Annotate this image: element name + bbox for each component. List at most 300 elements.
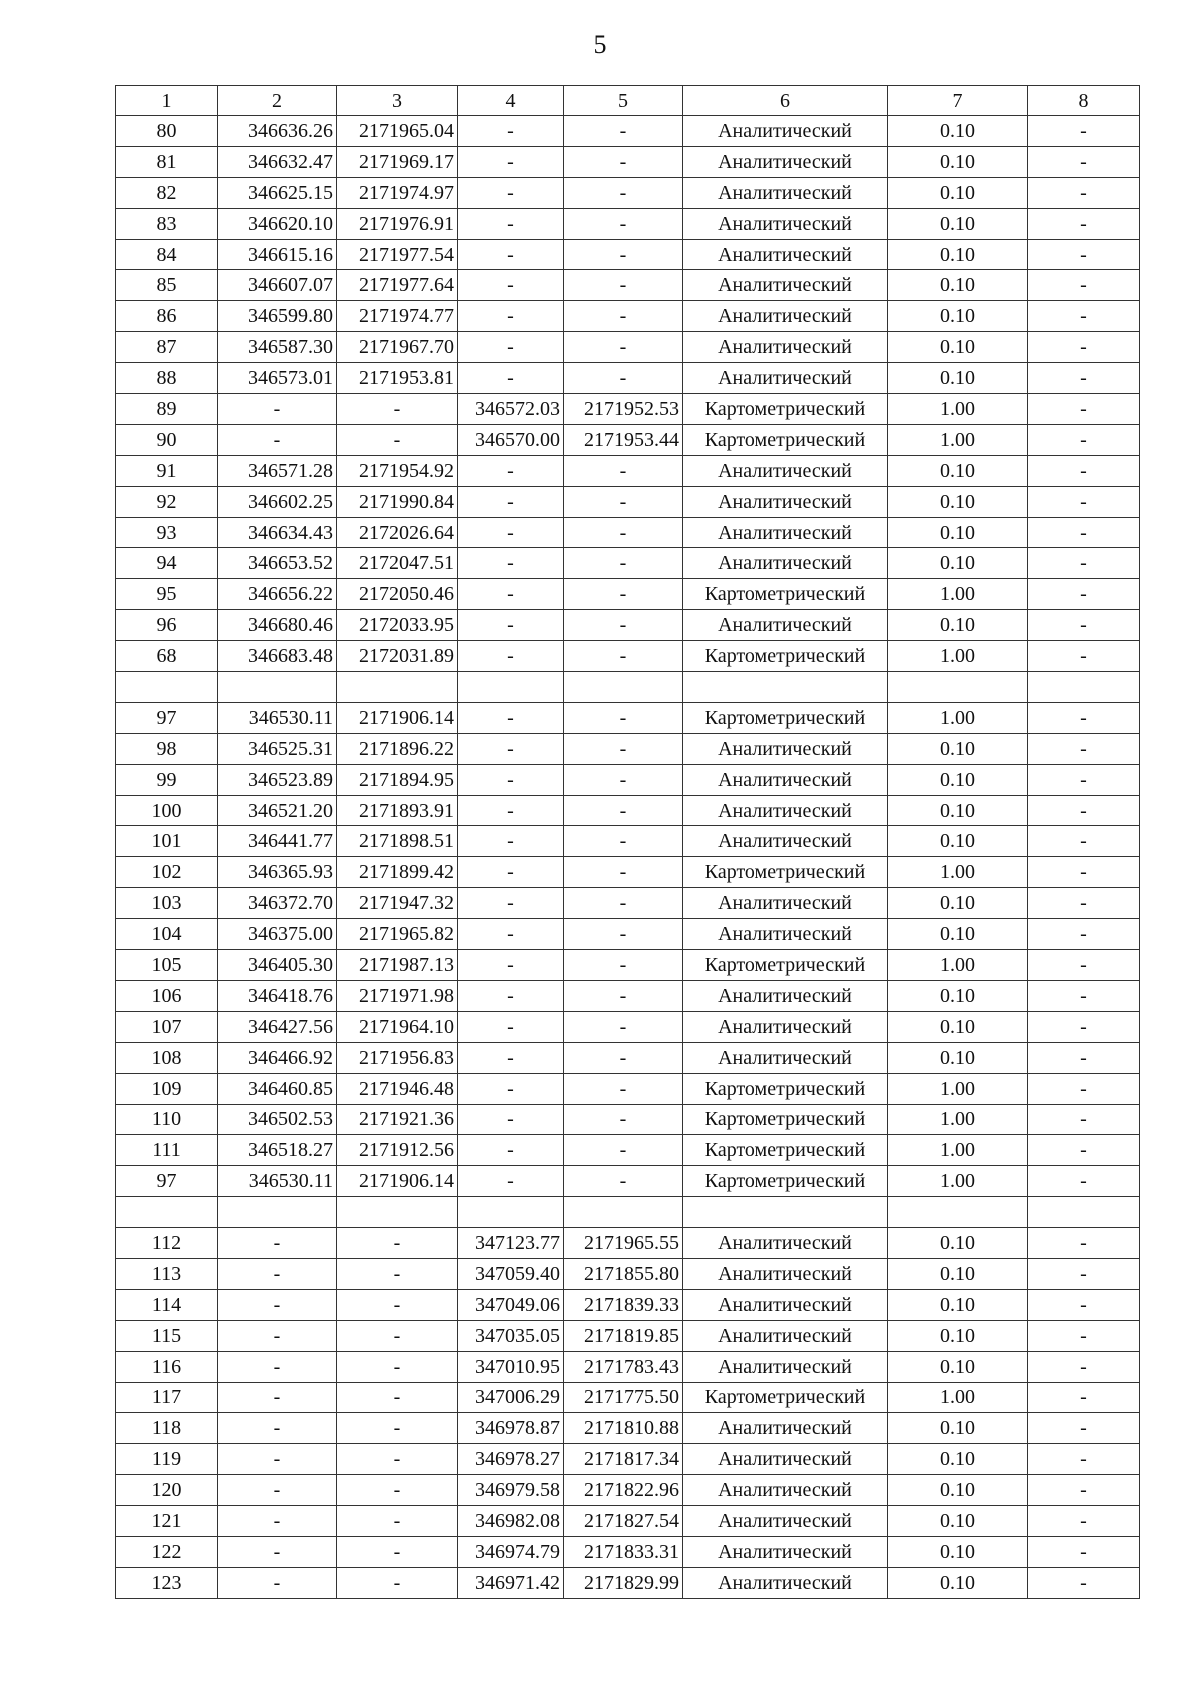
- table-cell: [218, 1197, 337, 1228]
- table-cell: -: [458, 1073, 564, 1104]
- table-cell: 2171954.92: [337, 455, 458, 486]
- table-cell: -: [1028, 1228, 1140, 1259]
- table-row: [116, 116, 1140, 147]
- table-cell: [218, 672, 337, 703]
- table-cell: Аналитический: [683, 332, 888, 363]
- table-cell: Аналитический: [683, 919, 888, 950]
- table-row: [116, 301, 1140, 332]
- table-cell: Аналитический: [683, 486, 888, 517]
- table-cell: 346523.89: [218, 764, 337, 795]
- table-row: [116, 826, 1140, 857]
- table-cell: [683, 1197, 888, 1228]
- table-cell: Аналитический: [683, 1258, 888, 1289]
- table-cell: 0.10: [888, 980, 1028, 1011]
- table-row: [116, 1228, 1140, 1259]
- table-row: [116, 919, 1140, 950]
- table-cell: 0.10: [888, 270, 1028, 301]
- table-cell: -: [1028, 888, 1140, 919]
- table-cell: 84: [116, 239, 218, 270]
- table-cell: -: [1028, 177, 1140, 208]
- table-cell: -: [1028, 270, 1140, 301]
- table-row: [116, 177, 1140, 208]
- table-cell: 100: [116, 795, 218, 826]
- table-cell: -: [564, 1011, 683, 1042]
- table-cell: 0.10: [888, 1351, 1028, 1382]
- table-cell: -: [458, 486, 564, 517]
- page-number: 5: [593, 30, 607, 59]
- table-cell: -: [564, 146, 683, 177]
- table-cell: 99: [116, 764, 218, 795]
- table-cell: Аналитический: [683, 1320, 888, 1351]
- table-cell: 103: [116, 888, 218, 919]
- table-cell: -: [218, 1567, 337, 1598]
- table-cell: Аналитический: [683, 177, 888, 208]
- table-cell: -: [337, 1351, 458, 1382]
- table-cell: 0.10: [888, 301, 1028, 332]
- table-cell: 1.00: [888, 1135, 1028, 1166]
- table-cell: -: [458, 702, 564, 733]
- table-cell: 119: [116, 1444, 218, 1475]
- table-cell: 83: [116, 208, 218, 239]
- table-cell: 2171775.50: [564, 1382, 683, 1413]
- table-row: [116, 1011, 1140, 1042]
- table-cell: 121: [116, 1506, 218, 1537]
- table-cell: 115: [116, 1320, 218, 1351]
- column-header-7: 7: [888, 86, 1028, 116]
- table-cell: -: [218, 1289, 337, 1320]
- table-cell: 346971.42: [458, 1567, 564, 1598]
- table-row: [116, 702, 1140, 733]
- table-cell: 347123.77: [458, 1228, 564, 1259]
- table-cell: -: [564, 826, 683, 857]
- table-row: [116, 795, 1140, 826]
- table-cell: -: [458, 1135, 564, 1166]
- table-cell: -: [1028, 950, 1140, 981]
- table-cell: 0.10: [888, 919, 1028, 950]
- table-cell: -: [564, 208, 683, 239]
- table-cell: -: [458, 733, 564, 764]
- table-cell: Аналитический: [683, 363, 888, 394]
- table-cell: -: [1028, 455, 1140, 486]
- table-row: [116, 1042, 1140, 1073]
- table-cell: -: [458, 857, 564, 888]
- table-cell: -: [564, 980, 683, 1011]
- table-cell: -: [1028, 1567, 1140, 1598]
- table-cell: -: [337, 424, 458, 455]
- table-cell: 2171817.34: [564, 1444, 683, 1475]
- table-cell: -: [337, 1475, 458, 1506]
- table-cell: 346974.79: [458, 1536, 564, 1567]
- table-cell: -: [458, 950, 564, 981]
- table-cell: -: [1028, 795, 1140, 826]
- table-row: [116, 424, 1140, 455]
- table-cell: Аналитический: [683, 1413, 888, 1444]
- table-cell: Аналитический: [683, 764, 888, 795]
- table-row: [116, 332, 1140, 363]
- table-cell: -: [458, 177, 564, 208]
- table-cell: -: [458, 919, 564, 950]
- table-cell: 346615.16: [218, 239, 337, 270]
- table-cell: -: [564, 795, 683, 826]
- table-cell: -: [564, 950, 683, 981]
- table-cell: 0.10: [888, 146, 1028, 177]
- table-cell: 1.00: [888, 950, 1028, 981]
- table-cell: 0.10: [888, 1506, 1028, 1537]
- table-cell: 346656.22: [218, 579, 337, 610]
- table-cell: -: [337, 1506, 458, 1537]
- table-cell: -: [337, 1320, 458, 1351]
- table-cell: Картометрический: [683, 394, 888, 425]
- table-cell: 346441.77: [218, 826, 337, 857]
- table-cell: 346460.85: [218, 1073, 337, 1104]
- table-cell: 107: [116, 1011, 218, 1042]
- table-cell: 120: [116, 1475, 218, 1506]
- table-cell: Картометрический: [683, 1166, 888, 1197]
- table-cell: -: [564, 486, 683, 517]
- table-cell: -: [564, 1042, 683, 1073]
- table-row: [116, 239, 1140, 270]
- table-cell: 91: [116, 455, 218, 486]
- table-cell: -: [564, 610, 683, 641]
- table-cell: 110: [116, 1104, 218, 1135]
- table-cell: -: [564, 1166, 683, 1197]
- table-row: [116, 1166, 1140, 1197]
- table-cell: 1.00: [888, 641, 1028, 672]
- table-cell: 346405.30: [218, 950, 337, 981]
- table-cell: -: [1028, 1166, 1140, 1197]
- table-cell: 346634.43: [218, 517, 337, 548]
- table-cell: 2171952.53: [564, 394, 683, 425]
- column-header-8: 8: [1028, 86, 1140, 116]
- table-cell: -: [1028, 610, 1140, 641]
- table-cell: 112: [116, 1228, 218, 1259]
- table-cell: 117: [116, 1382, 218, 1413]
- table-cell: 2171965.82: [337, 919, 458, 950]
- table-cell: -: [458, 980, 564, 1011]
- table-cell: 347049.06: [458, 1289, 564, 1320]
- table-cell: -: [564, 116, 683, 147]
- table-cell: -: [458, 239, 564, 270]
- table-cell: 2171990.84: [337, 486, 458, 517]
- table-cell: 0.10: [888, 610, 1028, 641]
- table-cell: 106: [116, 980, 218, 1011]
- table-cell: -: [1028, 1135, 1140, 1166]
- table-cell: [337, 1197, 458, 1228]
- table-cell: -: [1028, 1475, 1140, 1506]
- table-row: [116, 548, 1140, 579]
- table-cell: 2172033.95: [337, 610, 458, 641]
- table-cell: 346521.20: [218, 795, 337, 826]
- table-cell: 1.00: [888, 702, 1028, 733]
- table-cell: -: [1028, 239, 1140, 270]
- table-cell: -: [1028, 394, 1140, 425]
- table-cell: -: [1028, 857, 1140, 888]
- table-cell: 346979.58: [458, 1475, 564, 1506]
- table-cell: -: [1028, 208, 1140, 239]
- table-cell: 0.10: [888, 1536, 1028, 1567]
- table-cell: 346572.03: [458, 394, 564, 425]
- table-cell: 0.10: [888, 888, 1028, 919]
- table-cell: 2171833.31: [564, 1536, 683, 1567]
- table-cell: 122: [116, 1536, 218, 1567]
- table-cell: -: [1028, 1073, 1140, 1104]
- table-cell: -: [458, 1166, 564, 1197]
- table-row: [116, 455, 1140, 486]
- table-cell: -: [1028, 363, 1140, 394]
- table-cell: -: [564, 332, 683, 363]
- table-cell: -: [564, 857, 683, 888]
- table-cell: -: [1028, 1506, 1140, 1537]
- table-cell: -: [337, 1413, 458, 1444]
- table-cell: -: [1028, 548, 1140, 579]
- table-cell: -: [458, 548, 564, 579]
- table-cell: -: [1028, 332, 1140, 363]
- table-cell: 346525.31: [218, 733, 337, 764]
- table-cell: Аналитический: [683, 116, 888, 147]
- table-row: [116, 1320, 1140, 1351]
- table-cell: 346372.70: [218, 888, 337, 919]
- table-cell: -: [564, 919, 683, 950]
- table-cell: 346375.00: [218, 919, 337, 950]
- table-cell: 85: [116, 270, 218, 301]
- table-cell: 2172026.64: [337, 517, 458, 548]
- table-cell: 0.10: [888, 1475, 1028, 1506]
- table-cell: 346518.27: [218, 1135, 337, 1166]
- table-cell: 346530.11: [218, 702, 337, 733]
- table-cell: -: [564, 641, 683, 672]
- table-cell: Аналитический: [683, 1289, 888, 1320]
- table-cell: -: [458, 610, 564, 641]
- table-cell: 82: [116, 177, 218, 208]
- table-cell: -: [337, 1567, 458, 1598]
- table-row: [116, 1444, 1140, 1475]
- table-cell: -: [1028, 424, 1140, 455]
- table-cell: Картометрический: [683, 1135, 888, 1166]
- table-cell: -: [1028, 1104, 1140, 1135]
- table-cell: 2171965.04: [337, 116, 458, 147]
- table-cell: -: [564, 1135, 683, 1166]
- table-cell: 346570.00: [458, 424, 564, 455]
- table-cell: 0.10: [888, 177, 1028, 208]
- table-cell: -: [1028, 641, 1140, 672]
- table-cell: -: [458, 146, 564, 177]
- table-cell: 1.00: [888, 579, 1028, 610]
- table-cell: 346599.80: [218, 301, 337, 332]
- table-cell: 105: [116, 950, 218, 981]
- spacer-row: [116, 1197, 1140, 1228]
- table-cell: 346602.25: [218, 486, 337, 517]
- table-cell: 109: [116, 1073, 218, 1104]
- table-row: [116, 857, 1140, 888]
- table-cell: -: [564, 1104, 683, 1135]
- table-cell: [458, 672, 564, 703]
- table-row: [116, 1536, 1140, 1567]
- table-cell: 1.00: [888, 424, 1028, 455]
- table-cell: -: [1028, 1258, 1140, 1289]
- table-cell: 1.00: [888, 1166, 1028, 1197]
- table-cell: 95: [116, 579, 218, 610]
- table-cell: 68: [116, 641, 218, 672]
- table-cell: 97: [116, 1166, 218, 1197]
- table-cell: -: [564, 517, 683, 548]
- table-row: [116, 1135, 1140, 1166]
- table-cell: -: [564, 301, 683, 332]
- table-cell: Картометрический: [683, 641, 888, 672]
- column-header-6: 6: [683, 86, 888, 116]
- table-row: [116, 1351, 1140, 1382]
- table-cell: -: [1028, 301, 1140, 332]
- table-cell: 346636.26: [218, 116, 337, 147]
- table-cell: -: [1028, 1320, 1140, 1351]
- table-cell: Аналитический: [683, 1444, 888, 1475]
- table-cell: 118: [116, 1413, 218, 1444]
- table-cell: Аналитический: [683, 888, 888, 919]
- table-cell: Картометрический: [683, 702, 888, 733]
- table-cell: 2171839.33: [564, 1289, 683, 1320]
- table-cell: 2171974.97: [337, 177, 458, 208]
- table-cell: -: [1028, 1382, 1140, 1413]
- column-header-2: 2: [218, 86, 337, 116]
- table-cell: -: [337, 1536, 458, 1567]
- table-cell: 346625.15: [218, 177, 337, 208]
- table-cell: 0.10: [888, 1413, 1028, 1444]
- table-cell: -: [564, 764, 683, 795]
- table-cell: 347059.40: [458, 1258, 564, 1289]
- table-cell: 1.00: [888, 394, 1028, 425]
- table-cell: 346502.53: [218, 1104, 337, 1135]
- table-cell: -: [458, 888, 564, 919]
- table-cell: 1.00: [888, 1073, 1028, 1104]
- table-cell: -: [564, 177, 683, 208]
- table-cell: 111: [116, 1135, 218, 1166]
- table-cell: Аналитический: [683, 455, 888, 486]
- table-cell: 2171896.22: [337, 733, 458, 764]
- table-cell: -: [458, 826, 564, 857]
- table-cell: 346632.47: [218, 146, 337, 177]
- table-cell: 0.10: [888, 116, 1028, 147]
- table-cell: -: [218, 1351, 337, 1382]
- table-row: [116, 1104, 1140, 1135]
- table-cell: -: [564, 363, 683, 394]
- table-cell: 0.10: [888, 548, 1028, 579]
- table-cell: -: [218, 1382, 337, 1413]
- table-cell: 2171827.54: [564, 1506, 683, 1537]
- table-cell: -: [218, 1506, 337, 1537]
- table-cell: -: [564, 270, 683, 301]
- table-cell: 346365.93: [218, 857, 337, 888]
- table-cell: -: [458, 1011, 564, 1042]
- coordinates-table: [115, 85, 1140, 1599]
- table-cell: 2171906.14: [337, 702, 458, 733]
- table-cell: 346620.10: [218, 208, 337, 239]
- table-cell: 346607.07: [218, 270, 337, 301]
- header-row: [116, 86, 1140, 116]
- table-cell: [116, 672, 218, 703]
- table-row: [116, 1258, 1140, 1289]
- table-row: [116, 579, 1140, 610]
- table-row: [116, 950, 1140, 981]
- table-cell: 2171855.80: [564, 1258, 683, 1289]
- table-cell: 0.10: [888, 795, 1028, 826]
- table-cell: 0.10: [888, 733, 1028, 764]
- table-cell: 0.10: [888, 517, 1028, 548]
- table-cell: Аналитический: [683, 1506, 888, 1537]
- table-cell: 2171898.51: [337, 826, 458, 857]
- table-cell: 346587.30: [218, 332, 337, 363]
- table-cell: -: [564, 239, 683, 270]
- table-cell: 346982.08: [458, 1506, 564, 1537]
- table-cell: 0.10: [888, 208, 1028, 239]
- table-row: [116, 208, 1140, 239]
- table-cell: Картометрический: [683, 424, 888, 455]
- table-cell: -: [564, 702, 683, 733]
- table-cell: 116: [116, 1351, 218, 1382]
- table-cell: [1028, 672, 1140, 703]
- table-cell: 0.10: [888, 1258, 1028, 1289]
- table-cell: 86: [116, 301, 218, 332]
- table-cell: 2171893.91: [337, 795, 458, 826]
- table-cell: Аналитический: [683, 146, 888, 177]
- table-cell: -: [218, 1413, 337, 1444]
- table-row: [116, 1567, 1140, 1598]
- table-cell: 0.10: [888, 455, 1028, 486]
- table-cell: [116, 1197, 218, 1228]
- table-row: [116, 486, 1140, 517]
- table-cell: Аналитический: [683, 270, 888, 301]
- table-cell: 0.10: [888, 1011, 1028, 1042]
- table-cell: 113: [116, 1258, 218, 1289]
- table-cell: -: [1028, 733, 1140, 764]
- table-cell: 346978.27: [458, 1444, 564, 1475]
- table-cell: -: [458, 363, 564, 394]
- table-row: [116, 610, 1140, 641]
- table-cell: [1028, 1197, 1140, 1228]
- table-cell: [888, 1197, 1028, 1228]
- table-cell: 0.10: [888, 332, 1028, 363]
- table-cell: -: [564, 1073, 683, 1104]
- table-cell: 114: [116, 1289, 218, 1320]
- table-cell: Аналитический: [683, 517, 888, 548]
- table-row: [116, 1413, 1140, 1444]
- table-row: [116, 1289, 1140, 1320]
- table-cell: Аналитический: [683, 548, 888, 579]
- table-cell: -: [458, 517, 564, 548]
- table-row: [116, 888, 1140, 919]
- table-cell: -: [564, 579, 683, 610]
- table-cell: 2171822.96: [564, 1475, 683, 1506]
- table-cell: 2171977.54: [337, 239, 458, 270]
- table-cell: Картометрический: [683, 950, 888, 981]
- table-cell: 2172047.51: [337, 548, 458, 579]
- table-cell: Аналитический: [683, 980, 888, 1011]
- table-cell: -: [458, 208, 564, 239]
- table-cell: 94: [116, 548, 218, 579]
- table-cell: -: [1028, 116, 1140, 147]
- table-cell: Аналитический: [683, 239, 888, 270]
- table-cell: 0.10: [888, 1042, 1028, 1073]
- table-cell: 2172031.89: [337, 641, 458, 672]
- table-cell: 346653.52: [218, 548, 337, 579]
- table-cell: 92: [116, 486, 218, 517]
- table-cell: 96: [116, 610, 218, 641]
- table-cell: [458, 1197, 564, 1228]
- table-cell: -: [458, 579, 564, 610]
- table-cell: -: [1028, 764, 1140, 795]
- table-cell: -: [1028, 1444, 1140, 1475]
- table-cell: -: [1028, 1536, 1140, 1567]
- table-cell: Аналитический: [683, 1475, 888, 1506]
- table-body: [116, 116, 1140, 1599]
